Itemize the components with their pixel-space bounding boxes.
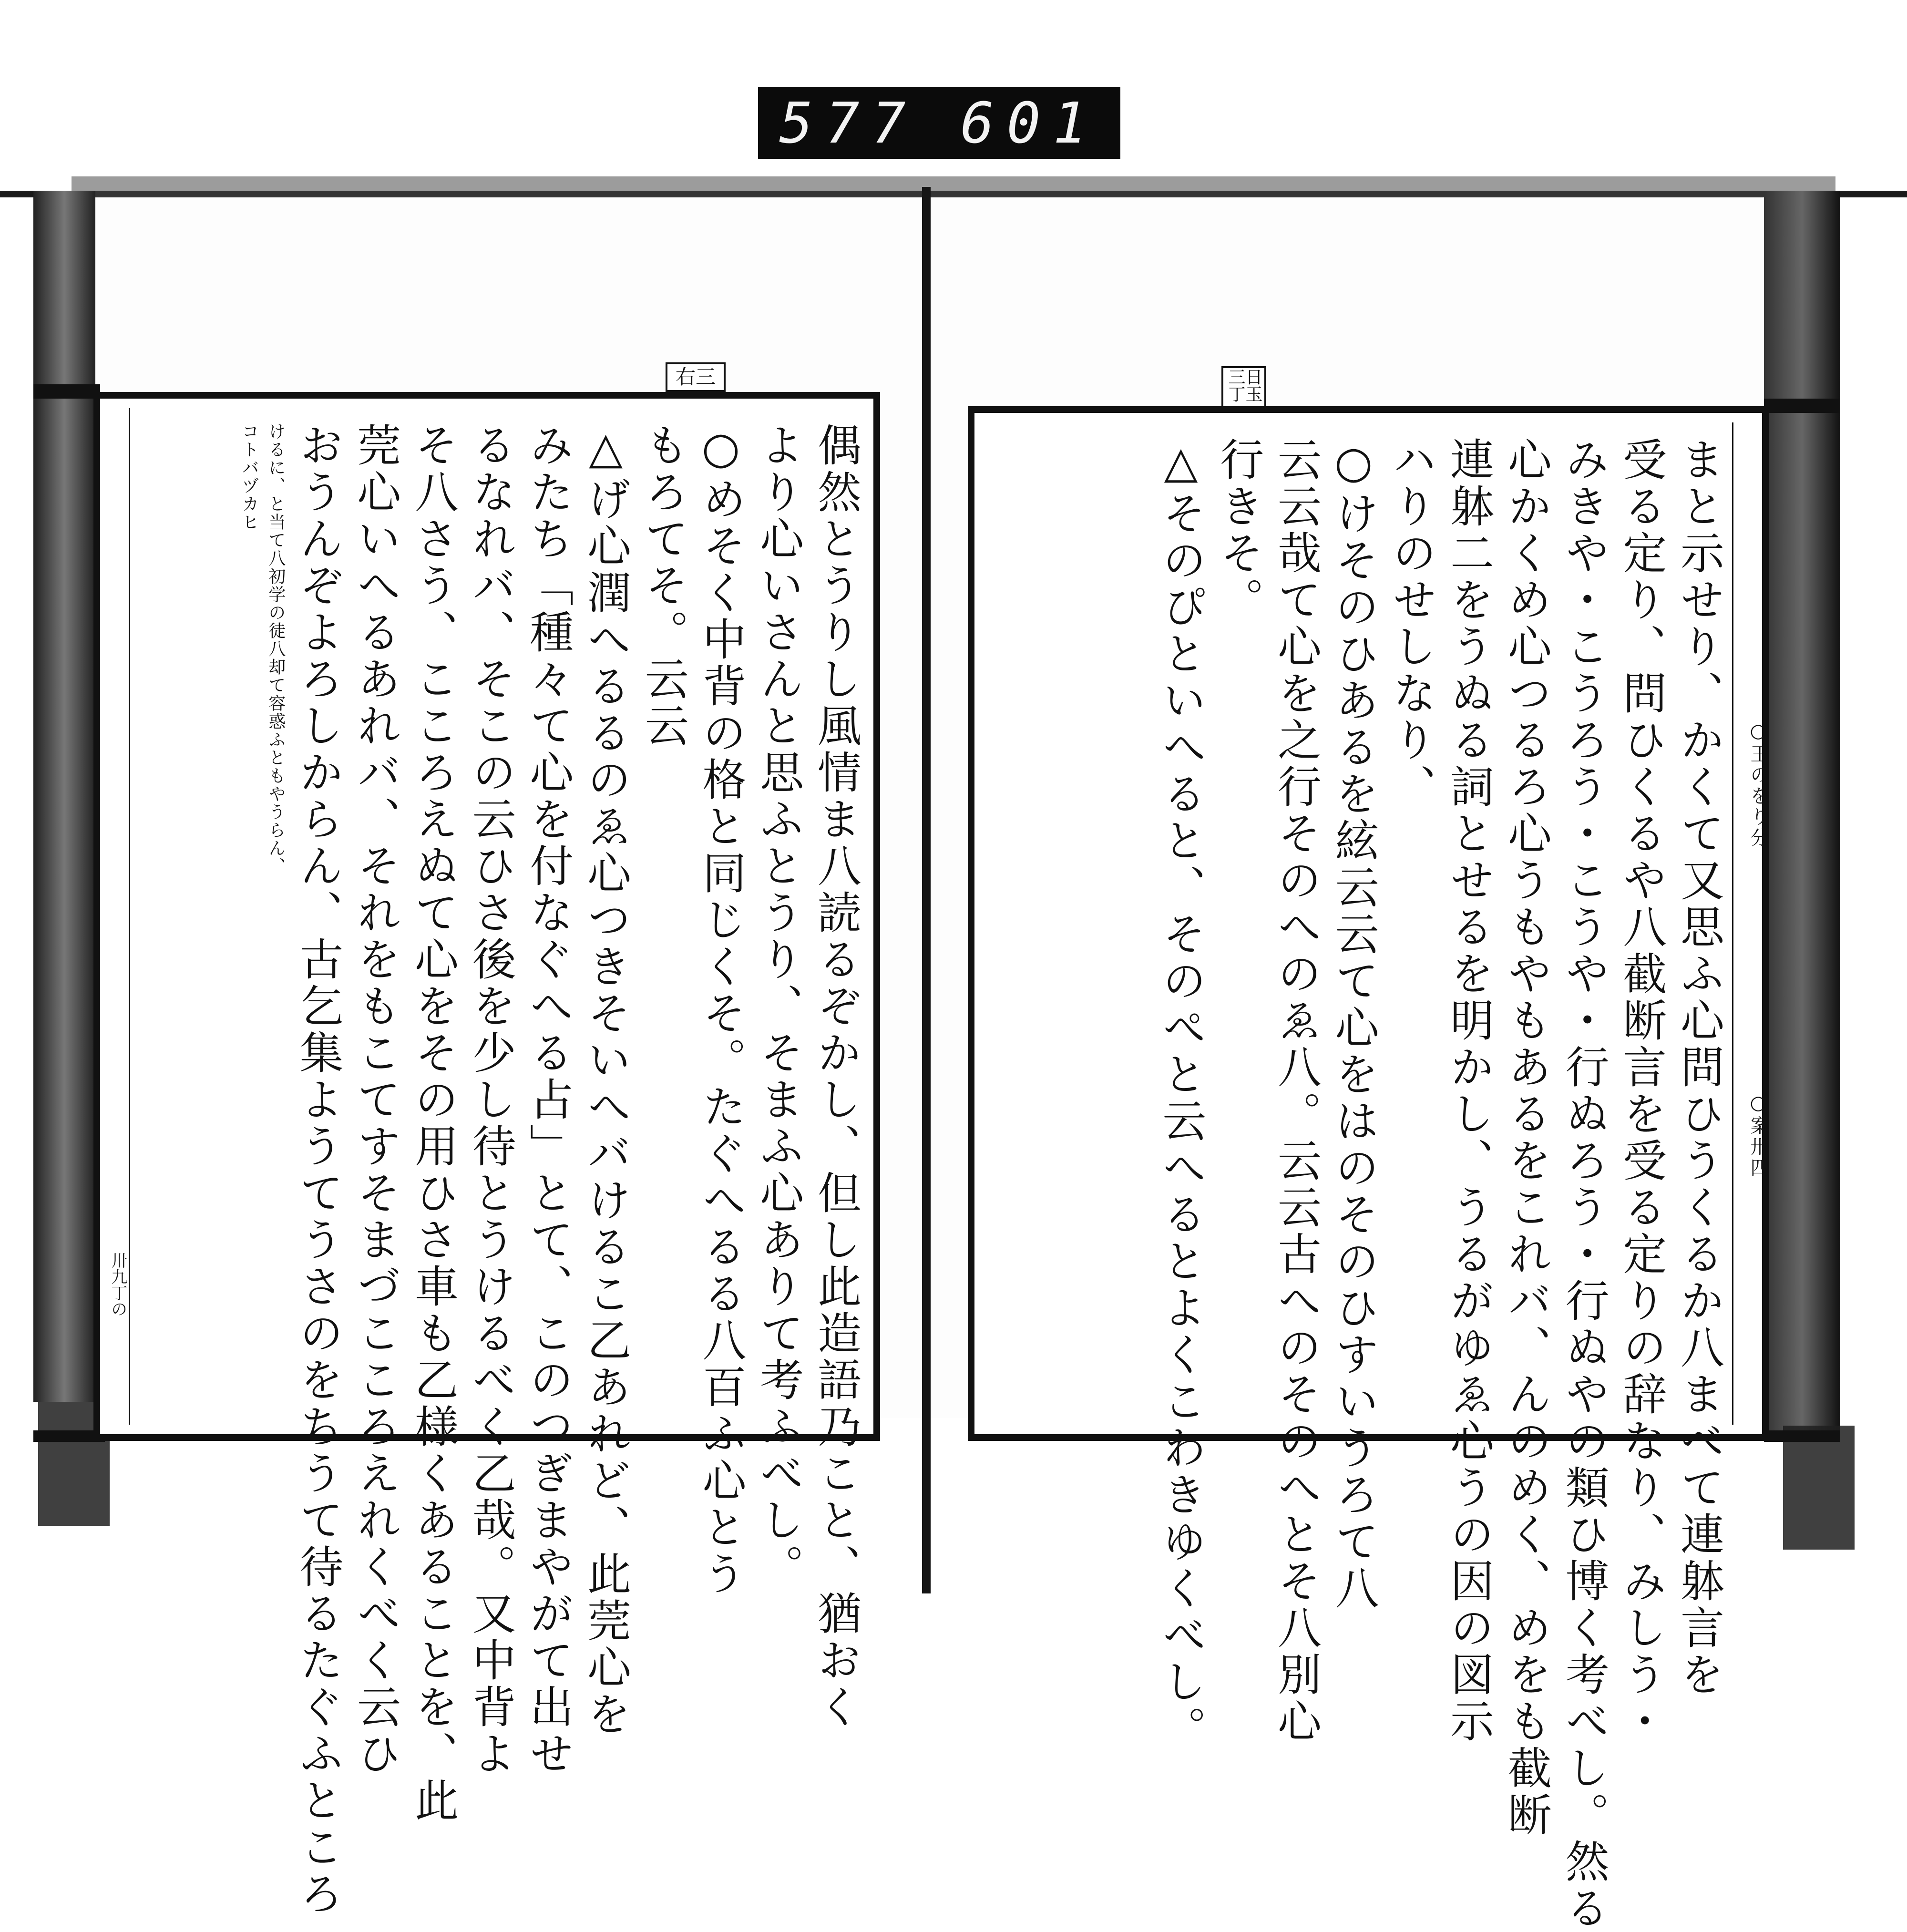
right-margin-note-2: ○案卅四 xyxy=(1747,1092,1769,1179)
right-col-8: 云云哉て心を之行そのへのゑ八。云云古へのそのへとそ八別心 xyxy=(1270,437,1322,1745)
left-folio: 卅九丁の xyxy=(108,1252,127,1317)
right-col-1: まと示せり、かくて又思ふ心問ひうくるか八まべて連躰言を xyxy=(1673,437,1724,1698)
left-col-8: そ八さう、こころえぬて心をその用ひさ車も乙様くあることを、此 xyxy=(407,422,459,1824)
left-col-10: おうんぞよろしからん、古乞集ようてうさのをちうて待るたぐふところ xyxy=(292,422,344,1918)
right-margin-note-1: ○玉のをり分 xyxy=(1747,720,1769,849)
left-note-col: けるに、と当て八初学の徒八却て容惑ふともやうらん、 xyxy=(266,422,286,875)
left-page-header: 右三 xyxy=(666,362,726,392)
left-columns xyxy=(113,422,861,1918)
left-col-6: みたち「種々て心を付なぐへる占」とて、このつぎまやがて出せ xyxy=(523,422,574,1778)
left-col-4: もろてそ。云云 xyxy=(637,422,689,750)
left-ruby-note: コトバヅカヒ xyxy=(239,422,259,531)
left-col-9: 莞心いへるあれバ、それをもこてすそまづこころえれくべく云ひ xyxy=(350,422,401,1778)
right-text-frame xyxy=(968,406,1769,1932)
left-col-5: △げ心潤へるるのゑ心つきそいへバけるこ乙あれど、此莞心を xyxy=(580,422,632,1738)
call-number-right: 601 xyxy=(960,90,1099,156)
left-text-frame xyxy=(93,392,880,1918)
left-col-3: ○めそく中背の格と同じくそ。たぐへるる八百ふ心とう xyxy=(695,422,747,1598)
right-page-header: 日玉三丁 xyxy=(1221,366,1266,416)
call-number-left: 577 xyxy=(779,90,918,156)
left-col-1: 偶然とうりし風情ま八読るぞかし、但し此造語乃こと、猶おく xyxy=(810,422,861,1731)
right-col-6: ハりのせしなり、 xyxy=(1385,437,1437,811)
right-col-5: 連躰二をうぬる詞とせるを明かし、うるがゆゑ心うの因の図示 xyxy=(1443,437,1495,1745)
left-col-2: より心いさんと思ふとうり、そまふ心ありて考ふべし。 xyxy=(753,422,804,1591)
right-col-9: 行きそ。 xyxy=(1213,437,1264,624)
call-number-label xyxy=(758,87,1120,159)
right-columns xyxy=(987,437,1724,1932)
right-col-7: ○けそのひあるを絃云云て心をはのそのひすいうろて八 xyxy=(1328,437,1379,1612)
right-col-2: 受る定り、問ひくるや八截断言を受る定りの辞なり、みしう・ xyxy=(1616,437,1667,1745)
right-col-4: 心かくめ心つるろ心うもやもあるをこれバ、んのめく、めをも截断 xyxy=(1500,437,1552,1839)
left-col-7: るなれバ、そこの云ひさ後を少し待とうけるべく乙哉。又中背よ xyxy=(465,422,516,1778)
right-col-3: みきや・こうろう・こうや・行ぬろう・行ぬやの類ひ博く考べし。然る xyxy=(1558,437,1610,1932)
right-col-10: △そのぴといへると、そのぺと云へるとよくこわきゆくべし。 xyxy=(1155,437,1207,1752)
